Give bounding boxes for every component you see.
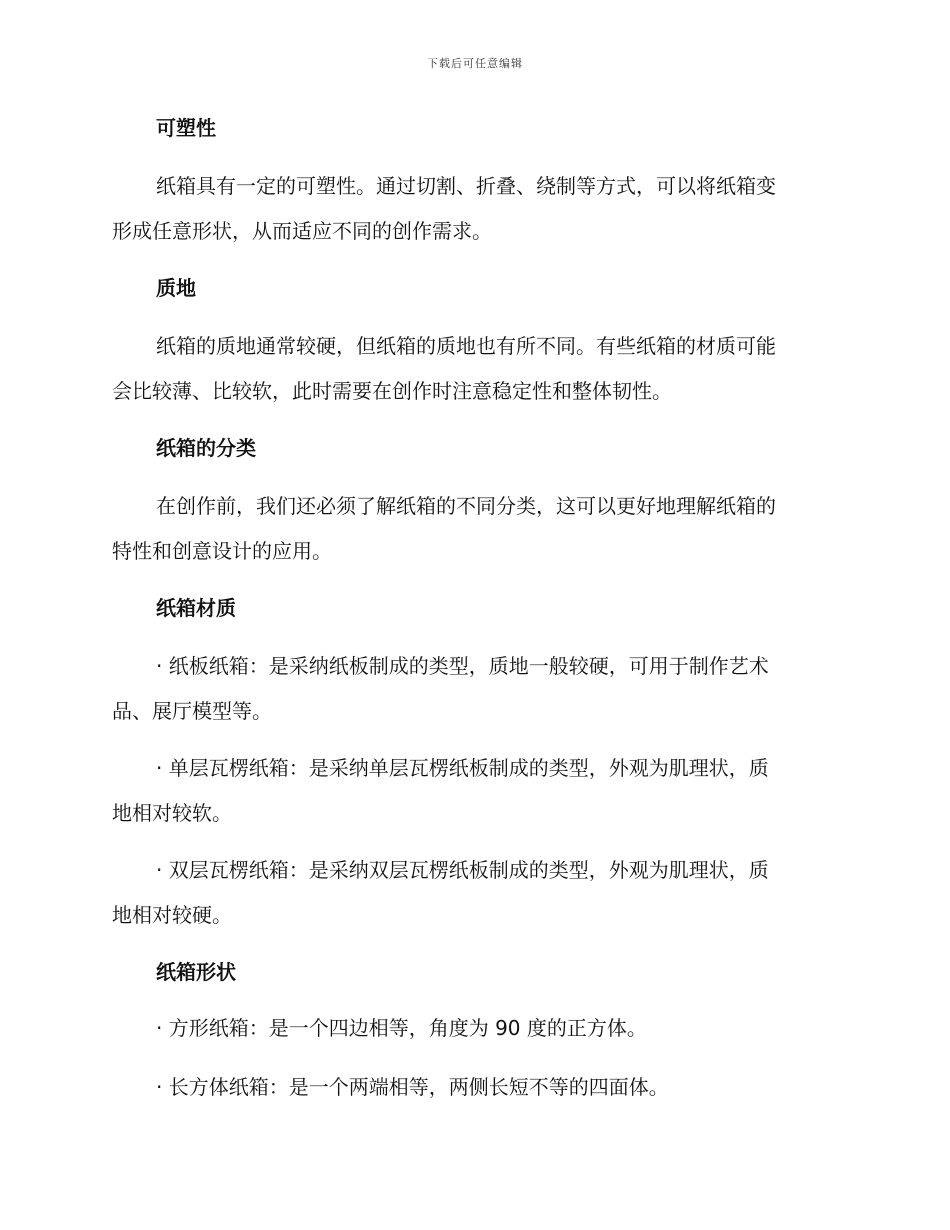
paragraph-line: 纸箱具有一定的可塑性。通过切割、折叠、绕制等方式，可以将纸箱变	[156, 174, 776, 198]
list-item: · 纸板纸箱：是采纳纸板制成的类型，质地一般较硬，可用于制作艺术	[156, 654, 769, 678]
list-item: · 单层瓦楞纸箱：是采纳单层瓦楞纸板制成的类型，外观为肌理状，质	[156, 756, 769, 780]
paragraph-line: 形成任意形状，从而适应不同的创作需求。	[112, 219, 492, 243]
page-header: 下载后可任意编辑	[427, 57, 523, 70]
list-item: · 长方体纸箱：是一个两端相等，两侧长短不等的四面体。	[156, 1075, 669, 1099]
paragraph-line: 在创作前，我们还必须了解纸箱的不同分类，这可以更好地理解纸箱的	[156, 494, 776, 518]
paragraph-line: 会比较薄、比较软，此时需要在创作时注意稳定性和整体韧性。	[112, 379, 672, 403]
paragraph-line: 纸箱的质地通常较硬，但纸箱的质地也有所不同。有些纸箱的材质可能	[156, 334, 776, 358]
section-heading-texture: 质地	[156, 276, 196, 300]
list-item: · 双层瓦楞纸箱：是采纳双层瓦楞纸板制成的类型，外观为肌理状，质	[156, 858, 769, 882]
list-item-continuation: 地相对较硬。	[112, 903, 232, 927]
section-heading-plasticity: 可塑性	[156, 116, 216, 140]
section-heading-material: 纸箱材质	[156, 596, 236, 620]
list-item-continuation: 品、展厅模型等。	[112, 699, 272, 723]
list-item: · 方形纸箱：是一个四边相等，角度为 90 度的正方体。	[156, 1016, 647, 1040]
section-heading-shape: 纸箱形状	[156, 960, 236, 984]
list-item-continuation: 地相对较软。	[112, 801, 232, 825]
paragraph-line: 特性和创意设计的应用。	[112, 539, 332, 563]
section-heading-classification: 纸箱的分类	[156, 436, 256, 460]
